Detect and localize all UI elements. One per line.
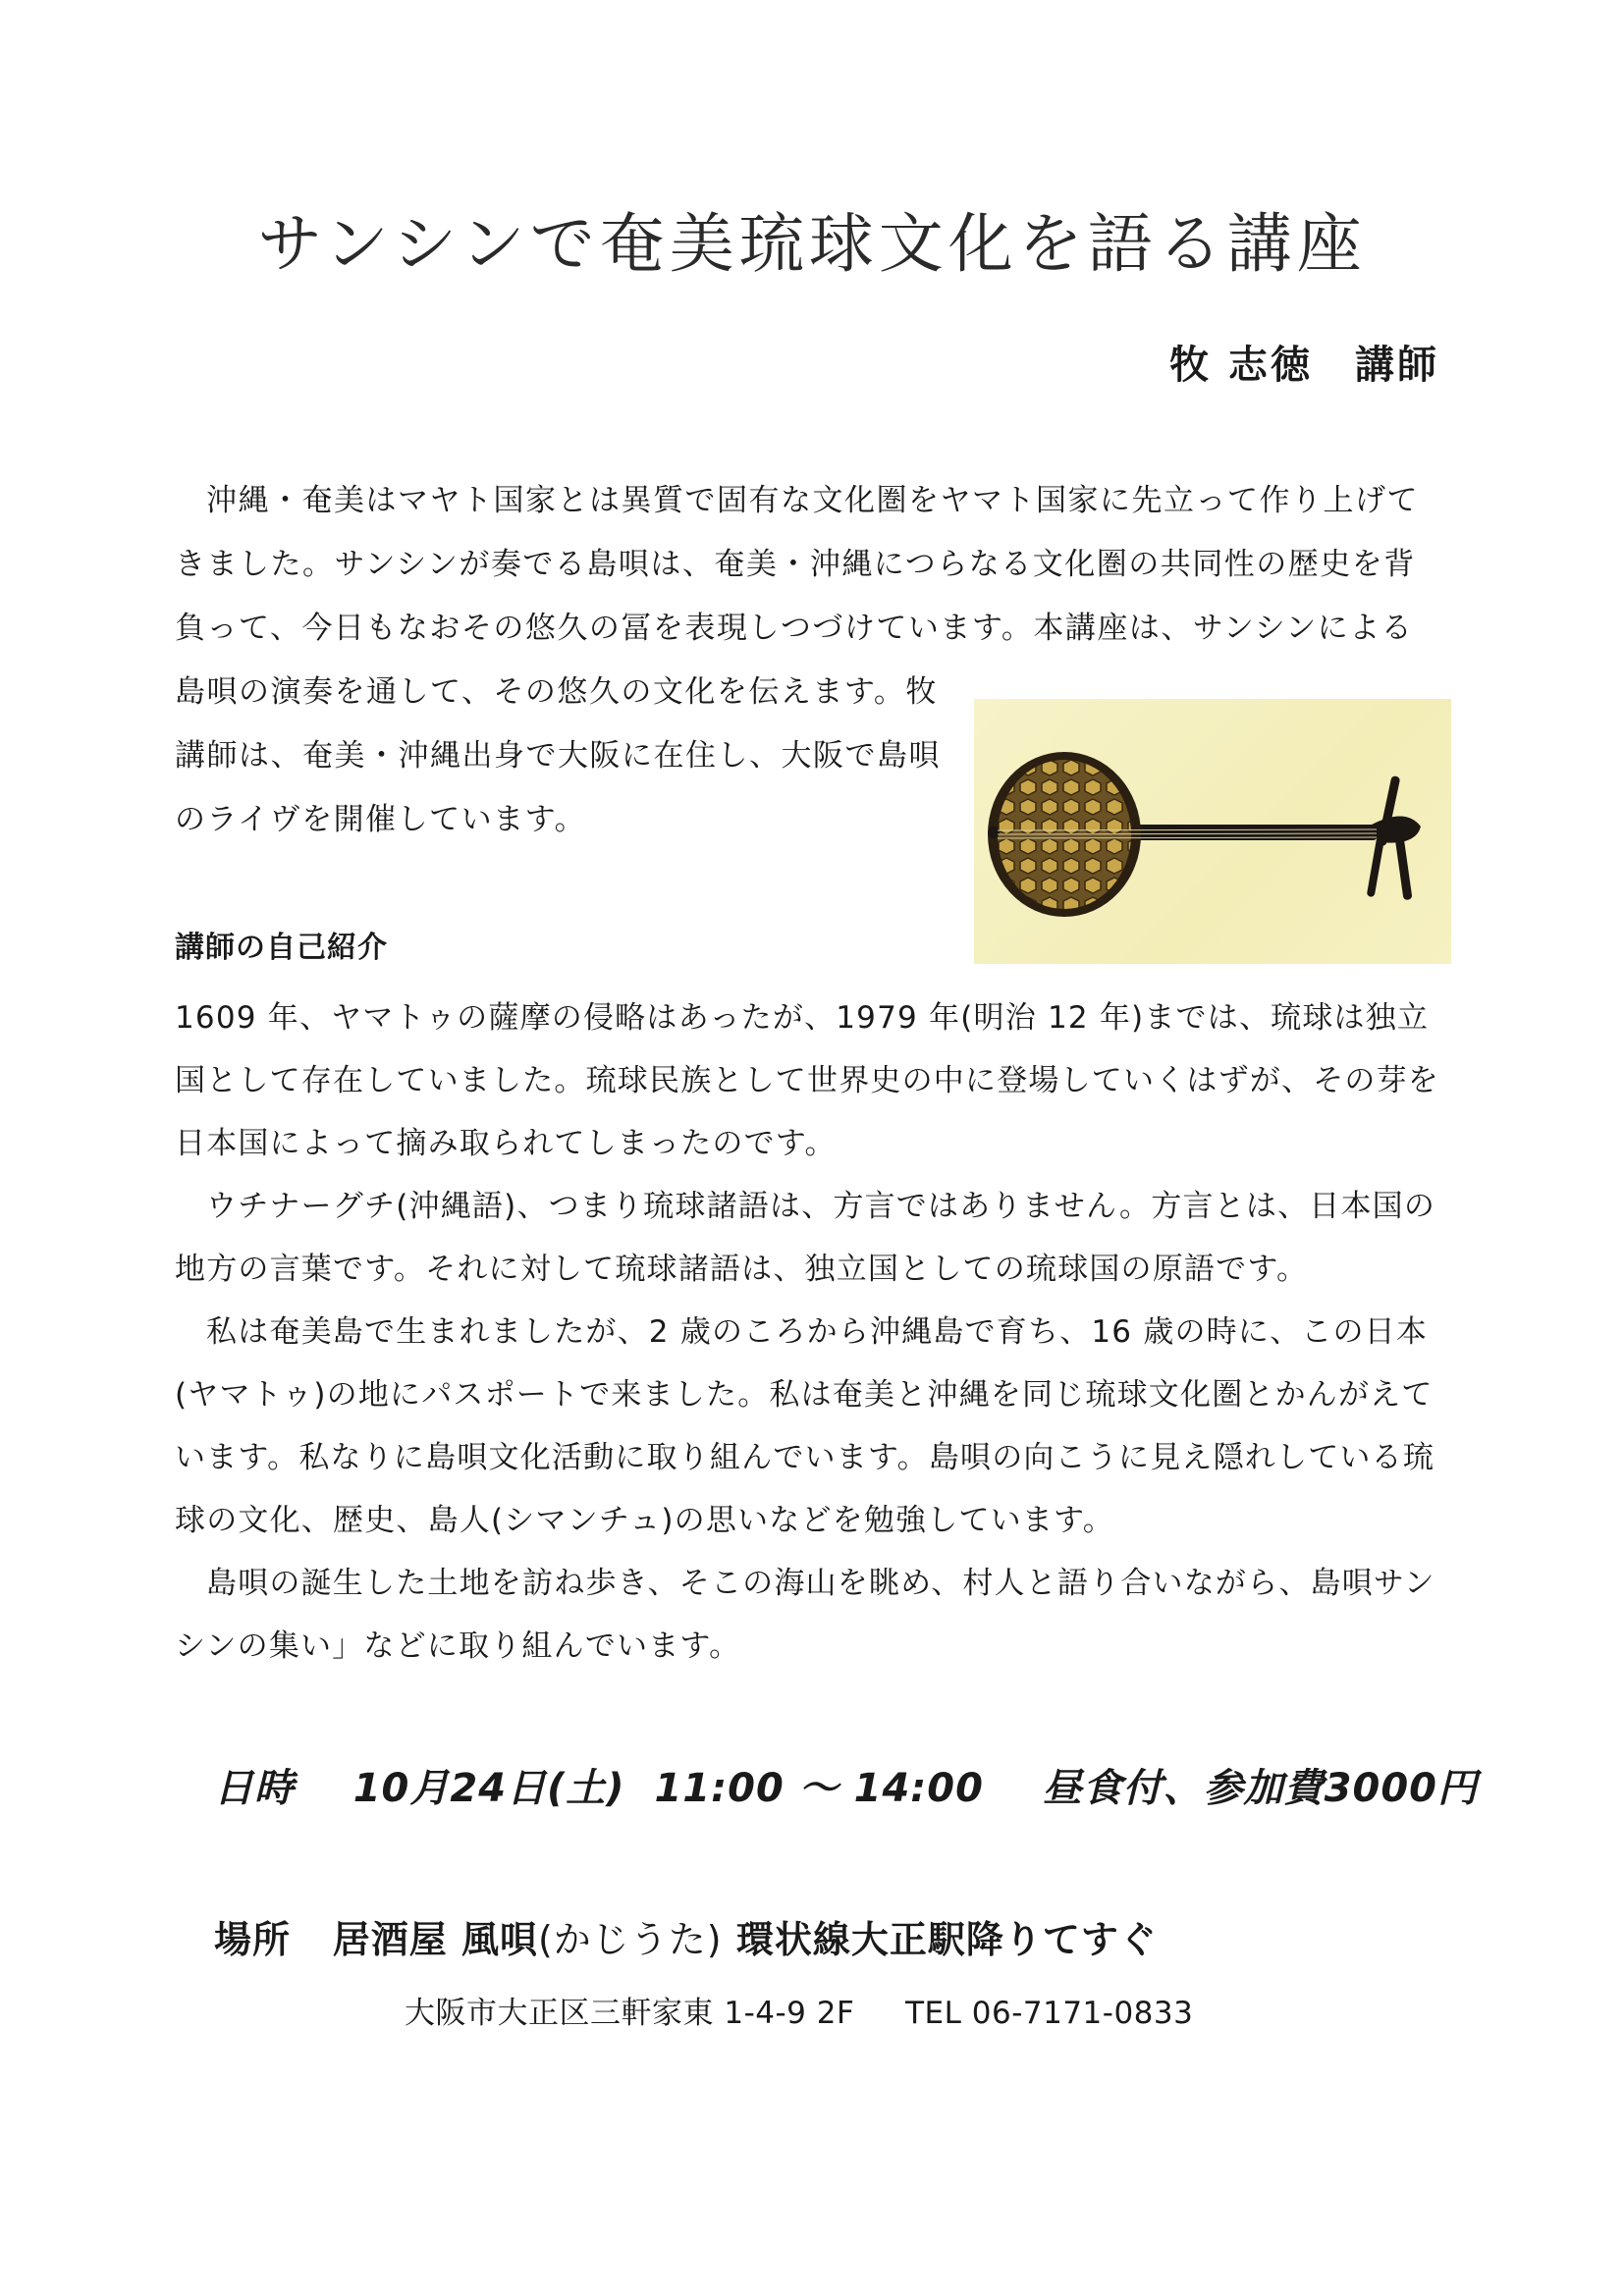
section-heading-bio: 講師の自己紹介: [175, 931, 388, 965]
bio-paragraph: ウチナーグチ(沖縄語)、つまり琉球諸語は、方言ではありません。方言とは、日本国の地方の言葉です。それに対して琉球諸語は、独立国としての琉球国の原語です。: [175, 1189, 1436, 1287]
bio-paragraph: 1609 年、ヤマトゥの薩摩の侵略はあったが、1979 年(明治 12 年)までは、琉球は独立国として存在していました。琉球民族として世界史の中に登場していくはずが、その芽を日本国によって摘み取られてしまったのです。: [175, 1000, 1439, 1161]
event-label: 日時: [214, 1766, 295, 1811]
page-title: サンシンで奄美琉球文化を語る講座: [257, 206, 1367, 282]
intro-line: 講師は、奄美・沖縄出身で大阪に在住し、大阪で島唄: [175, 738, 941, 774]
address-street: 大阪市大正区三軒家東 1-4-9 2F: [405, 1996, 855, 2031]
place-venue: 居酒屋 風唄: [332, 1918, 538, 1961]
address: [405, 1988, 1193, 2032]
bio-paragraph: 私は奄美島で生まれましたが、2 歳のころから沖縄島で育ち、16 歳の時に、この日本(ヤマトゥ)の地にパスポートで来ました。私は奄美と沖縄を同じ琉球文化圏とかんがえています。私なりに島唄文化活動に取り組んでいます。島唄の向こうに見え隠れしている琉球の文化、歴史、島人(シマンチュ)の思いなどを勉強しています。: [175, 1314, 1435, 1538]
bio-text: [175, 987, 1451, 1678]
sanshin-icon: [974, 699, 1451, 964]
intro-line: 負って、今日もなおその悠久の冨を表現しつづけています。本講座は、サンシンによる: [175, 611, 1414, 646]
event-note: 昼食付、参加費3000円: [1042, 1766, 1478, 1811]
intro-line: 島唄の演奏を通して、その悠久の文化を伝えます。牧: [175, 674, 938, 710]
place-label: 場所: [214, 1918, 292, 1961]
bio-paragraph: 島唄の誕生した土地を訪ね歩き、そこの海山を眺め、村人と語り合いながら、島唄サンシンの集い」などに取り組んでいます。: [175, 1566, 1435, 1664]
intro-line: 沖縄・奄美はマヤト国家とは異質で固有な文化圏をヤマト国家に先立って作り上げて: [206, 483, 1419, 518]
place-access: 環状線大正駅降りてすぐ: [735, 1918, 1158, 1961]
intro-line: のライヴを開催しています。: [175, 802, 587, 837]
lecturer-name: 牧 志徳 講師: [1169, 343, 1439, 388]
intro-line: きました。サンシンが奏でる島唄は、奄美・沖縄につらなる文化圏の共同性の歴史を背: [175, 547, 1416, 582]
place-reading: (かじうた): [537, 1918, 723, 1961]
address-tel: TEL 06-7171-0833: [905, 1996, 1194, 2031]
event-place: [214, 1909, 1158, 1963]
event-date: 10月24日(土): [352, 1766, 625, 1811]
sanshin-illustration: [974, 699, 1451, 964]
event-time: 11:00 ～ 14:00: [654, 1766, 984, 1811]
event-datetime: [214, 1757, 1478, 1813]
